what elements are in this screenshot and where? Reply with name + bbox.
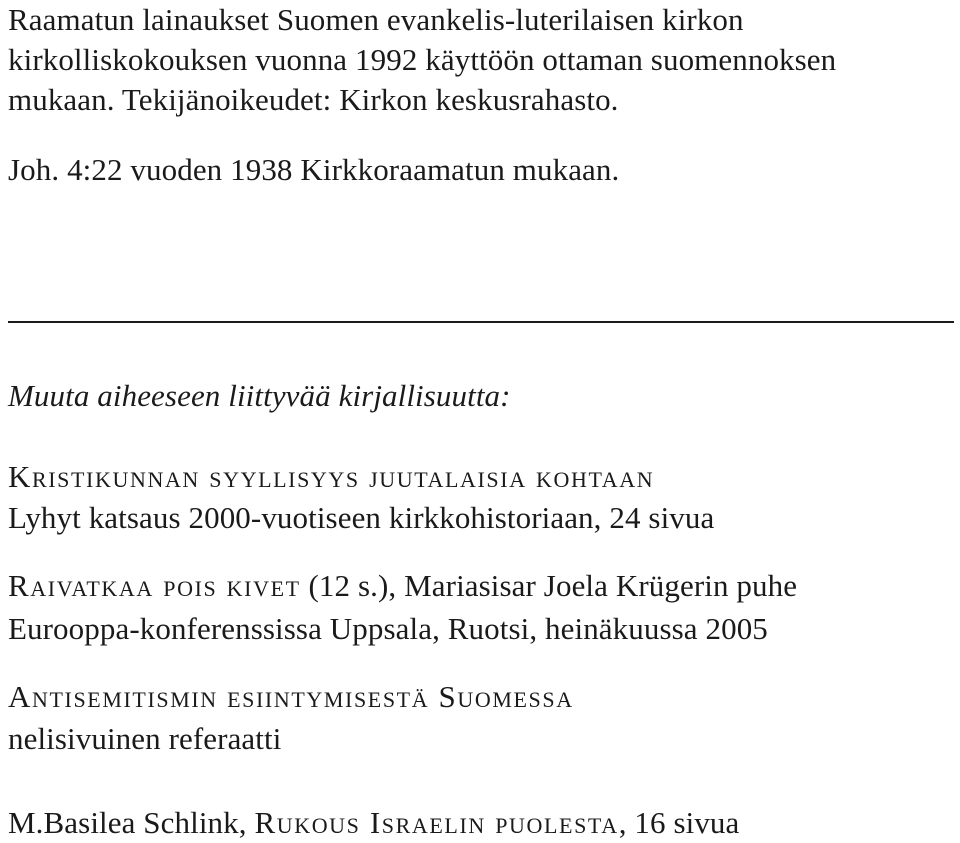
item-1-title: Kristikunnan syyllisyys juutalaisia kohtaan (8, 459, 655, 494)
item-1-description: Lyhyt katsaus 2000-vuotiseen kirkkohistoriaan, 24 sivua (8, 500, 715, 535)
literature-heading: Muuta aiheeseen liittyvää kirjallisuutta: (8, 378, 511, 413)
item-4-author: M.Basilea Schlink, (8, 805, 255, 840)
item-4-title: Rukous Israelin puolesta (254, 805, 619, 840)
item-2-title-line (8, 566, 797, 606)
item-2-title-suffix: (12 s.), Mariasisar Joela Krügerin puhe (300, 568, 798, 603)
credits-line-3: mukaan. Tekijänoikeudet: Kirkon keskusrahasto. (8, 82, 619, 117)
credits-line-1: Raamatun lainaukset Suomen evankelis-luterilaisen kirkon (8, 2, 744, 37)
section-divider (8, 321, 954, 323)
item-2-description: Eurooppa-konferenssissa Uppsala, Ruotsi, heinäkuussa 2005 (8, 611, 768, 646)
credits-line-2: kirkolliskokouksen vuonna 1992 käyttöön ottaman suomennoksen (8, 42, 837, 77)
translation-note: Joh. 4:22 vuoden 1938 Kirkkoraamatun mukaan. (8, 152, 620, 187)
item-3-title: Antisemitismin esiintymisestä Suomessa (8, 679, 574, 714)
item-2-title: Raivatkaa pois kivet (8, 568, 301, 603)
item-3-description: nelisivuinen referaatti (8, 721, 282, 756)
item-4-line (8, 803, 739, 843)
item-4-title-suffix: , 16 sivua (618, 805, 740, 840)
